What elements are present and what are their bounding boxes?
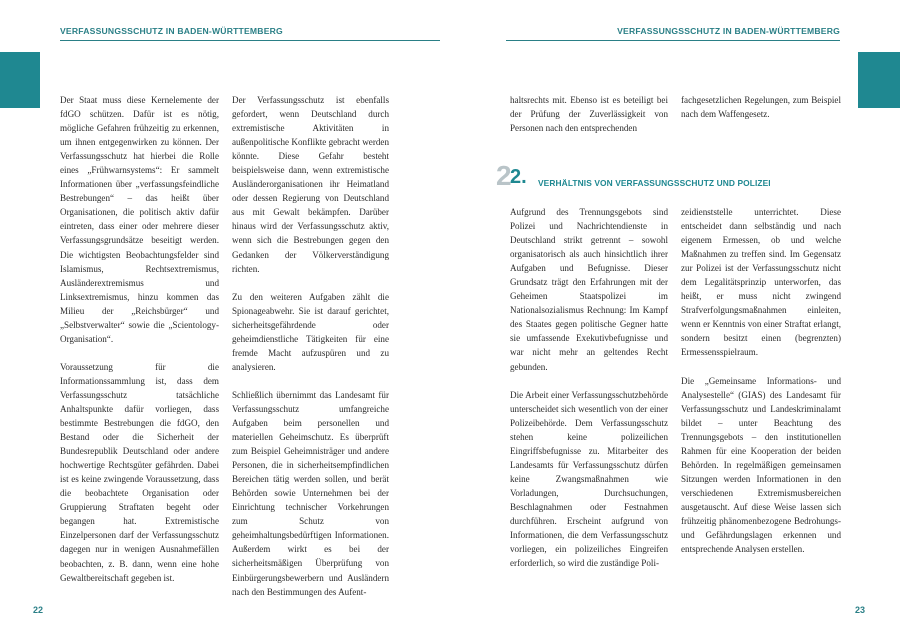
- section-number-shadow: 2: [496, 160, 512, 191]
- paragraph: zeidienststelle unterrichtet. Diese entscheidet dann selbständig und nach eigenem Ermessen, ob und welche Maßnahmen zu treffen sind. Im Gegensatz zur Polizei ist der Verfassungsschutz nicht dem Legalitätsprinzip unterworfen, das heißt, er muss nicht zwingend Strafverfolgungsmaßnahmen einleiten, wenn er Kenntnis von einer Straftat erlangt, sondern besitzt einen (begrenzten) Ermessensspielraum.: [681, 207, 841, 358]
- paragraph: Zu den weiteren Aufgaben zählt die Spionageabwehr. Sie ist darauf gerichtet, sicherheitsgefährdende oder geheimdienstliche Tätigkeiten für eine fremde Macht aufzuspüren und zu analysieren.: [232, 291, 389, 372]
- right-page-column-2: [681, 205, 841, 570]
- page-number-left: 22: [33, 605, 44, 615]
- paragraph: haltsrechts mit. Ebenso ist es beteiligt bei der Prüfung der Zuverlässigkeit von Personen nach den entsprechenden: [510, 95, 668, 134]
- paragraph: Die „Gemeinsame Informations- und Analysestelle“ (GIAS) des Landesamt für Verfassungsschutz und Landeskriminalamt bildet – unter Beachtung des Trennungsgebots – den institutionellen Rahmen für eine Kooperation der beiden Behörden. In regelmäßigen gemeinsamen Sitzungen werden Informationen in den verschiedenen Extremismusbereichen ausgetauscht. Auf diese Weise lassen sich frühzeitig phänomenbezogene Bedrohungs- und Gefährdungslagen erkennen und entsprechende Analysen erstellen.: [681, 375, 841, 555]
- running-header-left: VERFASSUNGSSCHUTZ IN BADEN-WÜRTTEMBERG: [60, 26, 440, 41]
- left-page-column-1: [60, 93, 219, 599]
- running-header-right: VERFASSUNGSSCHUTZ IN BADEN-WÜRTTEMBERG: [506, 26, 840, 41]
- paragraph: fachgesetzlichen Regelungen, zum Beispiel nach dem Waffengesetz.: [681, 95, 841, 120]
- right-page-column-2-top: [681, 93, 841, 135]
- page-number-right: 23: [855, 605, 866, 615]
- section-number: 2.: [510, 166, 527, 188]
- left-page-column-2: [232, 93, 389, 613]
- paragraph: Schließlich übernimmt das Landesamt für Verfassungsschutz umfangreiche Aufgaben beim personellen und materiellen Geheimschutz. Es überprüft zum Beispiel Geheimnisträger und andere Personen, die in sicherheitsempfindlichen Bereichen tätig werden sollen, und berät Behörden sowie Unternehmen bei der Einrichtung technischer Vorkehrungen zum Schutz von geheimhaltungsbedürftigen Informationen. Außerdem wirkt es bei der sicherheitsmäßigen Überprüfung von Einbürgerungsbewerbern und Ausländern nach den Bestimmungen des Aufent-: [232, 389, 389, 597]
- paragraph: Der Staat muss diese Kernelemente der fdGO schützen. Dafür ist es nötig, mögliche Gefahren frühzeitig zu erkennen, um ihnen entgegenwirken zu können. Der Verfassungsschutz hat hierbei die Rolle eines „Frühwarnsystems“: Er sammelt Informationen über „verfassungsfeindliche Bestrebungen“ – das heißt über Organisationen, die politisch aktiv dafür eintreten, dass einer oder mehrere dieser Verfassungsgrundsätze beseitigt werden. Die wichtigsten Beobachtungsfelder sind Islamismus, Rechtsextremismus, Ausländerextremismus und Linksextremismus, hinzu kommen das Milieu der „Reichsbürger“ und „Selbstverwalter“ sowie die „Scientology-Organisation“.: [60, 95, 219, 344]
- paragraph: Der Verfassungsschutz ist ebenfalls gefordert, wenn Deutschland durch extremistische Aktivitäten in außenpolitische Konflikte gebracht werden könnte. Diese Gefahr besteht beispielsweise dann, wenn extremistische Ausländerorganisationen ihr Heimatland oder dessen Regierung von Deutschland aus mit Gewalt bekämpfen. Darüber hinaus wird der Verfassungsschutz aktiv, wenn sich die Bestrebungen gegen den Gedanken der Völkerverständigung richten.: [232, 95, 389, 274]
- right-page-column-1-top: [510, 93, 668, 149]
- right-page-column-1: [510, 205, 668, 584]
- chapter-tab-right: [858, 52, 900, 108]
- section-title: VERHÄLTNIS VON VERFASSUNGSSCHUTZ UND POLIZEI: [538, 178, 771, 188]
- chapter-tab-left: [0, 52, 40, 108]
- section-heading: [496, 160, 846, 194]
- paragraph: Aufgrund des Trennungsgebots sind Polizei und Nachrichtendienste in Deutschland strikt getrennt – sowohl organisatorisch als auch hinsichtlich ihrer Aufgaben und Befugnisse. Dieser Grundsatz trägt den Erfahrungen mit der Geheimen Staatspolizei im Nationalsozialismus Rechnung: Im Kampf des Staates gegen politische Gegner hatte sie umfassende Exekutivbefugnisse und war nicht mehr an geltendes Recht gebunden.: [510, 207, 668, 372]
- paragraph: Voraussetzung für die Informationssammlung ist, dass dem Verfassungsschutz tatsächliche Anhaltspunkte dafür vorliegen, dass bestimmte Bestrebungen die fdGO, den Bestand oder die Sicherheit der Bundesrepublik Deutschland oder andere hochwertige Rechtsgüter gefährden. Dabei ist es keine zwingende Voraussetzung, dass die beobachtete Organisation oder Gruppierung Straftaten begeht oder begangen hat. Extremistische Einzelpersonen darf der Verfassungsschutz dagegen nur in wenigen Ausnahmefällen beobachten, z. B. dann, wenn eine hohe Gewaltbereitschaft gegeben ist.: [60, 361, 219, 583]
- paragraph: Die Arbeit einer Verfassungsschutzbehörde unterscheidet sich wesentlich von der einer Polizeibehörde. Dem Verfassungsschutz stehen keine polizeilichen Eingriffsbefugnisse zu. Mitarbeiter des Landesamts für Verfassungsschutz dürfen keine Zwangsmaßnahmen wie Vorladungen, Durchsuchungen, Beschlagnahmen oder Festnahmen durchführen. Erscheint aufgrund von Informationen, die dem Verfassungsschutz vorliegen, ein polizeiliches Eingreifen erforderlich, so wird die zuständige Poli-: [510, 389, 668, 569]
